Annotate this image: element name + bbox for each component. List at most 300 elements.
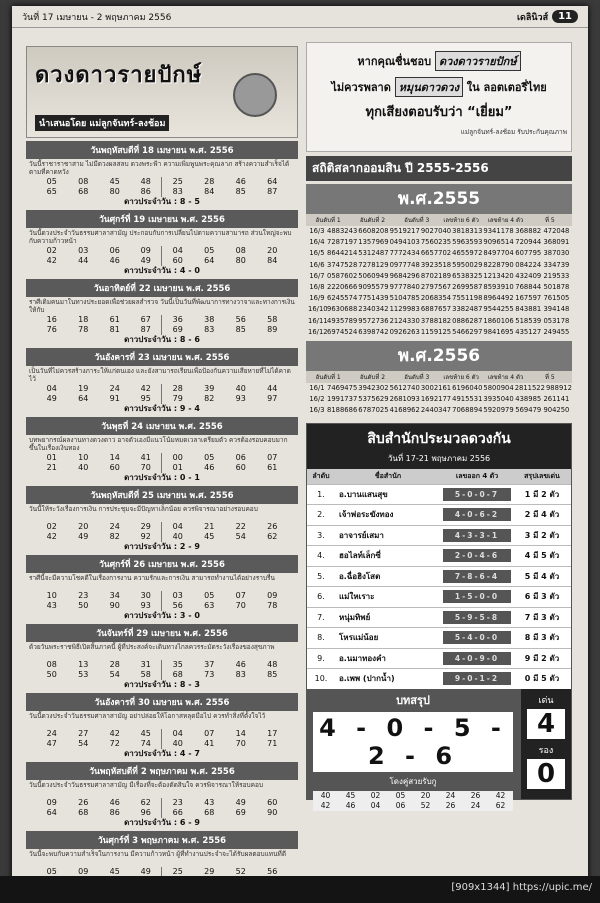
lucky-number: 21 — [204, 522, 215, 531]
rank: 8. — [317, 633, 325, 643]
office-row — [307, 504, 571, 525]
day-prize: ดาวประจำวัน : 6 - 9 — [124, 818, 200, 827]
lucky-number: 04 — [172, 522, 183, 531]
office-summary: 7 มี 3 ตัว — [524, 612, 560, 622]
lucky-number: 42 — [46, 532, 57, 541]
day-prize: ดาวประจำวัน : 8 - 6 — [124, 335, 200, 344]
table-cell: 167597 — [515, 294, 542, 303]
table-cell: 16/9 — [309, 294, 325, 303]
table-row — [308, 282, 570, 293]
lucky-number: 69 — [235, 808, 246, 817]
office-result: 5-0-0-7 — [443, 488, 511, 501]
table-cell: 368882 — [515, 227, 542, 235]
stats-column — [306, 42, 572, 810]
lead-box — [521, 689, 571, 799]
table-cell: 8228790 — [483, 260, 514, 269]
office-name: หนุ่มทิพย์ — [339, 612, 371, 622]
lucky-number: 60 — [267, 798, 278, 807]
table-cell: 5612740 — [389, 384, 420, 393]
column-header: ที่ 5 — [544, 217, 555, 224]
lucky-number: 44 — [267, 384, 278, 393]
lucky-number: 40 — [172, 739, 183, 748]
lucky-number: 29 — [204, 867, 215, 876]
day-prize: ดาวประจำวัน : 8 - 3 — [124, 680, 200, 689]
number-grid — [26, 660, 298, 680]
brand: เดลินิวส์ — [516, 12, 549, 23]
lucky-number: 04 — [172, 246, 183, 255]
column-header: อันดับที่ 3 — [404, 217, 430, 224]
lucky-number: 10 — [46, 591, 57, 600]
office-name: โหรแม่น้อย — [339, 633, 379, 643]
promo-slogan: ทุกเสียงตอบรับว่า “เยี่ยม” — [365, 105, 513, 120]
table-row — [308, 226, 570, 237]
day-block — [26, 348, 298, 414]
lucky-number: 70 — [235, 739, 246, 748]
day-prize: ดาวประจำวัน : 8 - 5 — [124, 197, 200, 206]
table-cell: 7551198 — [452, 294, 483, 303]
lucky-number: 80 — [109, 187, 120, 196]
header-cell: สรุปเลขเด่น — [524, 471, 560, 480]
table-cell: 16/12 — [308, 327, 328, 336]
table-cell: 0886287 — [452, 316, 483, 325]
lucky-number: 34 — [109, 591, 120, 600]
table-cell: 084224 — [515, 260, 542, 269]
lucky-number: 41 — [204, 739, 215, 748]
summary-numbers: 4 - 0 - 5 - 2 - 6 — [313, 712, 513, 772]
table-cell: 5060949 — [358, 271, 389, 280]
lead-number: 4 — [527, 709, 565, 739]
table-cell: 334739 — [543, 260, 570, 269]
table-cell: 2124330 — [389, 316, 420, 325]
lucky-number: 46 — [109, 798, 120, 807]
table-cell: 9777840 — [389, 283, 420, 292]
table-cell: 249455 — [543, 327, 570, 336]
office-result: 5-9-5-8 — [443, 611, 511, 624]
lucky-number: 93 — [235, 394, 246, 403]
lucky-number: 01 — [46, 453, 57, 462]
rank: 5. — [317, 571, 325, 581]
office-row — [307, 525, 571, 546]
lucky-number: 26 — [267, 522, 278, 531]
table-cell: 2220666 — [327, 283, 358, 292]
lucky-number: 20 — [78, 522, 89, 531]
office-date: วันที่ 17-21 พฤษภาคม 2556 — [307, 450, 571, 469]
day-block — [26, 762, 298, 828]
day-prize: ดาวประจำวัน : 4 - 7 — [124, 749, 200, 758]
office-summary: 4 มี 5 ตัว — [524, 551, 560, 561]
lucky-number: 42 — [131, 384, 163, 394]
office-row — [307, 566, 571, 587]
lucky-number: 26 — [78, 798, 89, 807]
table-cell: 768844 — [515, 283, 542, 292]
lucky-number: 46 — [235, 177, 246, 186]
table-cell: 2699587 — [452, 283, 483, 292]
table-row — [308, 316, 570, 327]
logo-title: ดวงดาวรายปักษ์ — [35, 62, 203, 88]
lucky-number: 05 — [204, 453, 215, 462]
lucky-number: 08 — [78, 177, 89, 186]
lucky-number: 56 — [267, 867, 278, 876]
lucky-number: 78 — [78, 325, 89, 334]
pair-number: 26 — [470, 790, 481, 800]
rank: 6. — [317, 592, 325, 602]
table-cell: 9572736 — [358, 316, 389, 325]
office-summary: 6 มี 3 ตัว — [524, 592, 560, 602]
office-result: 5-4-0-0 — [443, 631, 511, 644]
lucky-number: 68 — [204, 808, 215, 817]
lucky-number: 10 — [78, 453, 89, 462]
day-block — [26, 141, 298, 207]
lucky-number: 28 — [172, 384, 183, 393]
lucky-number: 05 — [46, 867, 57, 876]
table-cell: 720944 — [515, 238, 542, 247]
table-cell: 6887657 — [420, 305, 452, 314]
header-cell: เลขออก 4 ตัว — [455, 471, 499, 480]
rank: 1. — [317, 489, 325, 499]
day-list — [26, 141, 298, 897]
table-cell: 3942302 — [358, 384, 389, 393]
table-cell: 16/1 — [309, 384, 325, 393]
lucky-number: 46 — [109, 256, 120, 265]
second-number: 0 — [527, 759, 565, 789]
office-result: 2-0-4-6 — [443, 549, 511, 562]
column-header: อันดับที่ 1 — [315, 374, 341, 382]
lucky-number: 06 — [109, 246, 120, 255]
day-text: บทพยากรณ์ผลงานทางดวงดาว อาจตัวเองมีแนวโน้มหมดเวลาเตรียมตัว ควรต้องรอบคอบมากขึ้นในเรื่องเงินทอง — [29, 436, 288, 452]
table-cell: 8644214 — [327, 249, 358, 258]
lucky-number: 60 — [235, 463, 246, 472]
lucky-number: 18 — [78, 315, 89, 324]
office-title: สิบสำนักประมวลดวงกัน — [307, 424, 571, 450]
lucky-number: 49 — [131, 256, 163, 266]
day-prize: ดาวประจำวัน : 2 - 9 — [124, 542, 200, 551]
lucky-number: 64 — [46, 808, 57, 817]
lucky-number: 71 — [267, 739, 278, 748]
logo-subtitle: นำเสนอโดย แม่ลูกจันทร์-ลงช้อม — [35, 115, 169, 131]
header-cell: ลำดับ — [312, 471, 330, 480]
lucky-number: 42 — [109, 729, 120, 738]
lucky-number: 02 — [46, 522, 57, 531]
office-result: 1-5-0-0 — [443, 590, 511, 603]
table-cell: 16/2 — [309, 395, 325, 404]
number-grid — [26, 453, 298, 473]
number-grid — [26, 522, 298, 542]
horoscope-column — [26, 46, 298, 897]
number-grid — [26, 384, 298, 404]
table-cell: 9544255 — [483, 305, 514, 314]
lottery-table — [306, 226, 572, 338]
pair-number: 24 — [470, 800, 481, 810]
number-grid — [26, 729, 298, 749]
lucky-number: 67 — [131, 315, 163, 325]
lucky-number: 19 — [78, 384, 89, 393]
day-title: วันศุกร์ที่ 19 เมษายน พ.ศ. 2556 — [26, 210, 298, 228]
table-cell: 9684296 — [389, 271, 420, 280]
promo-brand: ดวงดาวรายปักษ์ — [435, 51, 521, 71]
office-name: เจ้าพ่อระฆังทอง — [339, 510, 394, 520]
day-block — [26, 417, 298, 483]
lucky-number: 03 — [78, 246, 89, 255]
day-title: วันอังคารที่ 30 เมษายน พ.ศ. 2556 — [26, 693, 298, 711]
stat-title: สถิติสลากออมสิน ปี 2555-2556 — [306, 156, 572, 181]
table-cell: 988912 — [545, 384, 572, 393]
table-cell: 518539 — [515, 316, 542, 325]
lucky-number: 49 — [78, 532, 89, 541]
table-cell: 2797567 — [420, 283, 452, 292]
table-cell: 8188686 — [327, 406, 358, 415]
column-header: อันดับที่ 2 — [359, 217, 386, 224]
table-cell: 261141 — [543, 395, 570, 404]
lucky-number: 90 — [109, 601, 120, 610]
lucky-number: 21 — [46, 463, 57, 472]
table-cell: 3923518 — [420, 260, 452, 269]
lucky-number: 85 — [267, 670, 278, 679]
day-text: ด้วยวันพระราชพิธีเปิดสิ้นภาคนี้ ผู้ที่ประสงค์จะเดินทางไกลควรระมัดระวังเรื่องของสุขภาพ — [29, 643, 275, 651]
table-cell: 5466297 — [452, 327, 483, 336]
table-cell: 4655972 — [452, 249, 483, 258]
day-prize: ดาวประจำวัน : 0 - 1 — [124, 473, 200, 482]
office-result: 4-3-3-1 — [443, 529, 511, 542]
office-row — [307, 607, 571, 628]
rank: 7. — [317, 612, 325, 622]
day-title: วันจันทร์ที่ 29 เมษายน พ.ศ. 2556 — [26, 624, 298, 642]
table-cell: 219533 — [543, 271, 570, 280]
day-text: ราศีนี้จะมีความโชคดีในเรื่องการงาน ความรักและการเงิน สามารถทำงานได้อย่างราบรื่น — [29, 574, 275, 582]
lucky-number: 09 — [46, 798, 57, 807]
promo-text: ใน ลอตเตอรี่ไทย — [466, 81, 547, 94]
year-heading: พ.ศ.2555 — [306, 184, 572, 214]
office-name: อ.เพพ (ปากน้ำ) — [339, 674, 395, 684]
lucky-number: 08 — [235, 246, 246, 255]
table-cell: 7772434 — [389, 249, 420, 258]
office-result: 7-8-6-4 — [443, 570, 511, 583]
date-range: วันที่ 17 เมษายน - 2 พฤษภาคม 2556 — [22, 12, 172, 23]
table-cell: 3382487 — [452, 305, 483, 314]
header-cell: ชื่อสำนัก — [374, 471, 402, 480]
table-cell: 7469475 — [327, 384, 358, 393]
pair-number: 52 — [420, 800, 431, 810]
table-cell: 0926263 — [389, 327, 420, 336]
sun-icon — [233, 73, 277, 117]
day-text: ราศีเดิมคนมาในทางประยอดเพื่อช่วยผลสำรวจ วันนี้เป็นวันที่พัฒนาการทางวาจาและทางการเงินให้กับ — [29, 298, 295, 314]
table-cell: 3818313 — [452, 227, 483, 235]
column-header: เลขท้าย 4 ตัว — [487, 217, 524, 224]
pair-number: 62 — [495, 800, 506, 810]
lucky-number: 50 — [78, 601, 89, 610]
table-cell: 16/11 — [308, 316, 328, 325]
lucky-number: 86 — [131, 187, 163, 197]
number-grid — [26, 246, 298, 266]
lucky-number: 95 — [131, 394, 163, 404]
pair-number: 05 — [395, 790, 406, 800]
office-name: อ.นมาทองคำ — [339, 653, 386, 663]
column-header: เลขท้าย 6 ตัว — [443, 374, 479, 382]
table-cell: 8497704 — [483, 249, 514, 258]
lucky-number: 62 — [131, 798, 163, 808]
lucky-number: 92 — [131, 532, 163, 542]
lucky-number: 42 — [46, 256, 57, 265]
lucky-number: 04 — [172, 729, 183, 738]
lucky-number: 97 — [267, 394, 278, 403]
lucky-number: 46 — [235, 660, 246, 669]
table-cell: 368091 — [543, 238, 570, 247]
day-title: วันศุกร์ที่ 26 เมษายน พ.ศ. 2556 — [26, 555, 298, 573]
day-block — [26, 693, 298, 759]
column-header: ที่ 5 — [544, 374, 555, 382]
lucky-number: 82 — [109, 532, 120, 541]
lucky-number: 58 — [267, 315, 278, 324]
office-name: อาจารย์เสมา — [339, 530, 384, 540]
lucky-number: 61 — [109, 315, 120, 324]
lucky-number: 31 — [131, 660, 163, 670]
table-cell: 0977748 — [389, 260, 420, 269]
lucky-number: 90 — [267, 808, 278, 817]
lucky-number: 87 — [131, 325, 163, 335]
day-text: วันนี้ราชาราชาสาม ไม่มีดวงผลสลบ ดวงพระฟ้า ความเพิ่มพูนพระคุณลาภ สร้างความสำเร็จได้ตามที่คาดหวัง — [29, 160, 290, 176]
lucky-number: 81 — [109, 325, 120, 334]
lucky-number: 48 — [131, 177, 163, 187]
lucky-number: 52 — [235, 867, 246, 876]
lucky-number: 41 — [131, 453, 163, 463]
table-cell: 1692177 — [420, 395, 452, 404]
pair-number: 20 — [420, 790, 431, 800]
lucky-number: 03 — [172, 591, 183, 600]
table-cell: 6196040 — [452, 384, 483, 393]
lucky-number: 70 — [235, 601, 246, 610]
day-block — [26, 624, 298, 690]
lucky-number: 08 — [46, 660, 57, 669]
lucky-number: 07 — [235, 591, 246, 600]
table-cell: 6245574 — [327, 294, 358, 303]
lucky-number: 47 — [46, 739, 57, 748]
table-cell: 7068894 — [452, 406, 483, 415]
pair-title: โดงคู่สวยรับกู — [389, 776, 437, 786]
lucky-number: 70 — [131, 463, 163, 473]
office-result: 4-0-9-0 — [443, 652, 511, 665]
lucky-number: 91 — [109, 394, 120, 403]
promo-text: ไม่ควรพลาด — [331, 81, 391, 94]
summary-box — [307, 689, 571, 810]
table-cell: 9841695 — [483, 327, 514, 336]
lucky-number: 78 — [267, 601, 278, 610]
number-grid — [26, 591, 298, 611]
office-row — [307, 484, 571, 505]
day-text: วันนี้ดวงประจำวันธรรมศาลาสามัญ ประกอบกับการเปลี่ยนไปตามความสามารถ ส่วนใหญ่จะพบกับความก้าวหน้า — [29, 229, 292, 245]
table-cell: 5950029 — [452, 260, 483, 269]
pair-number: 26 — [445, 800, 456, 810]
lucky-number: 54 — [109, 670, 120, 679]
promo-credit: แม่ลูกจันทร์-ลงช้อม รับประกันคุณภาพ — [460, 128, 567, 136]
table-cell: 6974524 — [327, 327, 358, 336]
rank: 3. — [317, 530, 325, 540]
table-cell: 6608208 — [358, 227, 389, 235]
lucky-number: 02 — [46, 246, 57, 255]
table-row — [308, 248, 570, 259]
table-row — [308, 327, 570, 338]
office-summary: 3 มี 2 ตัว — [524, 530, 560, 540]
lucky-number: 23 — [78, 591, 89, 600]
table-cell: 9519217 — [389, 227, 420, 235]
table-cell: 5104785 — [389, 294, 420, 303]
office-row — [307, 586, 571, 607]
table-row — [308, 383, 570, 394]
table-cell: 9341178 — [483, 227, 514, 235]
pair-number: 42 — [320, 800, 331, 810]
lucky-number: 45 — [109, 867, 120, 876]
table-cell: 0587602 — [327, 271, 358, 280]
day-prize: ดาวประจำวัน : 3 - 0 — [124, 611, 200, 620]
lucky-number: 65 — [46, 187, 57, 196]
lucky-number: 00 — [172, 453, 183, 462]
lucky-number: 07 — [267, 453, 278, 462]
office-summary: 1 มี 2 ตัว — [524, 489, 560, 499]
lucky-number: 36 — [172, 315, 183, 324]
office-result: 9-0-1-2 — [443, 672, 511, 685]
lucky-number: 38 — [204, 315, 215, 324]
lucky-number: 82 — [204, 394, 215, 403]
lucky-number: 05 — [204, 591, 215, 600]
lucky-number: 27 — [78, 729, 89, 738]
table-cell: 1213420 — [483, 271, 514, 280]
lucky-number: 25 — [172, 867, 183, 876]
lucky-number: 09 — [267, 591, 278, 600]
lucky-number: 72 — [109, 739, 120, 748]
number-grid — [26, 798, 298, 818]
office-name: อ.ฉื่อฮิงโสต — [339, 571, 381, 581]
office-row — [307, 545, 571, 566]
pair-number: 06 — [395, 800, 406, 810]
lucky-number: 68 — [78, 808, 89, 817]
lucky-number: 05 — [204, 246, 215, 255]
lucky-number: 83 — [235, 670, 246, 679]
table-row — [308, 237, 570, 248]
table-cell: 6657702 — [420, 249, 452, 258]
table-cell: 607795 — [515, 249, 542, 258]
lucky-number: 22 — [235, 522, 246, 531]
lucky-number: 44 — [78, 256, 89, 265]
table-cell: 16/10 — [308, 305, 328, 314]
day-block — [26, 555, 298, 621]
lucky-number: 54 — [235, 532, 246, 541]
day-prize: ดาวประจำวัน : 9 - 4 — [124, 404, 200, 413]
table-cell: 16/6 — [309, 260, 325, 269]
pair-number: 24 — [445, 790, 456, 800]
year-heading: พ.ศ.2556 — [306, 341, 572, 371]
lucky-number: 24 — [46, 729, 57, 738]
office-name: ฮอไลท์เล็กซี่ — [339, 551, 381, 561]
table-cell: 9095579 — [358, 283, 389, 292]
lucky-number: 09 — [131, 246, 163, 256]
day-title: วันอาทิตย์ที่ 22 เมษายน พ.ศ. 2556 — [26, 279, 298, 297]
lucky-number: 93 — [131, 601, 163, 611]
lucky-number: 89 — [267, 325, 278, 334]
number-grid — [26, 177, 298, 197]
lucky-number: 58 — [131, 670, 163, 680]
lucky-number: 79 — [172, 394, 183, 403]
day-text: วันนี้ดวงประจำวันธรรมศาลาสามัญ มีเรื่องที่จะต้องตัดสินใจ ควรพิจารณาให้รอบคอบ — [29, 781, 264, 789]
day-text: วันนี้จะพบกับความสำเร็จในการงาน มีความก้าวหน้า ผู้ที่ทำงานประจำจะได้รับผลตอบแทนที่ดี — [29, 850, 287, 858]
column-header: เลขท้าย 4 ตัว — [487, 374, 524, 382]
lucky-number: 56 — [235, 315, 246, 324]
lucky-number: 30 — [131, 591, 163, 601]
day-title: วันพฤหัสบดีที่ 18 เมษายน พ.ศ. 2556 — [26, 141, 298, 159]
office-summary: 8 มี 3 ตัว — [524, 633, 560, 643]
day-title: วันอังคารที่ 23 เมษายน พ.ศ. 2556 — [26, 348, 298, 366]
lucky-number: 45 — [131, 729, 163, 739]
table-cell: 2440347 — [420, 406, 452, 415]
table-cell: 16/8 — [309, 283, 325, 292]
column-header: อันดับที่ 1 — [315, 217, 341, 224]
